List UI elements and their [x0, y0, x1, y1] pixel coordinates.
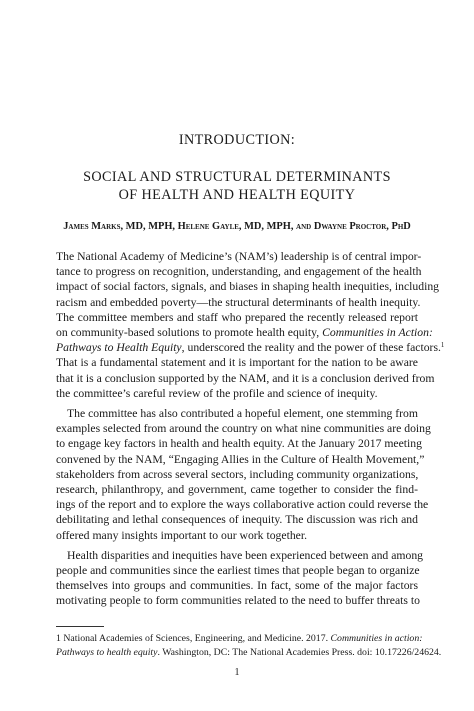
- text-line: convened by the NAM, “Engaging Allies in the Culture of Health Movement,”: [56, 452, 425, 466]
- footnote-divider: [56, 626, 104, 627]
- text-line: tance to progress on recognition, understanding, and engagement of the health: [56, 265, 422, 279]
- text-line: motivating people to form communities related to the need to buffer threats to: [56, 594, 420, 608]
- footnote-marker: 1: [440, 341, 445, 350]
- author-byline: James Marks, MD, MPH, Helene Gayle, MD, MPH, and Dwayne Proctor, PhD: [63, 221, 411, 232]
- text-line: themselves into groups and communities. In fact, some of the major factors: [56, 579, 418, 593]
- text-line: offered many insights important to our work together.: [56, 528, 308, 542]
- text-line: The committee has also contributed a hopeful element, one stemming from: [67, 407, 418, 421]
- text-line: debilitating and lethal consequences of inequity. The discussion was rich and: [56, 513, 418, 527]
- text-line: racism and embedded poverty—the structural determinants of health inequity.: [56, 295, 421, 309]
- text-line: Health disparities and inequities have been experienced between and among: [67, 548, 424, 562]
- text-line: to engage key factors in health and health equity. At the January 2017 meeting: [56, 437, 422, 451]
- text-line: research, philanthropy, and government, came together to consider the find-: [56, 483, 418, 497]
- body-text: [56, 249, 445, 614]
- text-line: The National Academy of Medicine’s (NAM’s) leadership is of central impor-: [56, 250, 422, 263]
- text-line: [56, 340, 445, 355]
- page-number: 1: [234, 667, 240, 678]
- text-line: That is a fundamental statement and it is important for the nation to be aware: [56, 356, 418, 370]
- paragraph: [56, 406, 431, 543]
- text-run: . Washington, DC: The National Academies Press. doi: 10.17226/24624.: [157, 647, 442, 658]
- report-title-italic: Communities in Action:: [322, 326, 433, 340]
- text-run: 1 National Academies of Sciences, Engineering, and Medicine. 2017.: [56, 633, 331, 644]
- text-line: people and communities since the earliest times that people began to organize: [56, 564, 420, 578]
- footnote-italic: Communities in action:: [330, 633, 423, 644]
- text-line: that it is a conclusion supported by the NAM, and it is a conclusion derived from: [56, 371, 435, 385]
- text-line: stakeholders from across several sectors, including community organizations,: [56, 467, 419, 481]
- subtitle-line: SOCIAL AND STRUCTURAL DETERMINANTS: [83, 169, 391, 185]
- chapter-title: INTRODUCTION:: [178, 132, 296, 148]
- chapter-subtitle: [0, 168, 474, 204]
- text-line: The committee members and staff who prepared the recently released report: [56, 310, 418, 324]
- subtitle-line: OF HEALTH AND HEALTH EQUITY: [118, 187, 356, 203]
- footnote-line: [56, 632, 423, 646]
- paragraph: [56, 548, 424, 609]
- text-run: , underscored the reality and the power of these factors.: [181, 341, 441, 355]
- footnote-line: [56, 646, 442, 660]
- footnote-italic: Pathways to health equity: [56, 647, 158, 658]
- paragraph: [56, 249, 445, 401]
- footnote: [56, 632, 442, 660]
- text-run: on community-based solutions to promote health equity,: [56, 326, 323, 340]
- text-line: impact of social factors, signals, and biases in shaping health inequities, including: [56, 280, 440, 294]
- text-line: [56, 325, 433, 340]
- text-line: the committee’s careful review of the profile and science of inequity.: [56, 386, 378, 400]
- text-line: ings of the report and to explore the ways collaborative action could reverse the: [56, 498, 429, 512]
- text-line: examples selected from around the country on what nine communities are doing: [56, 422, 431, 436]
- report-title-italic: Pathways to Health Equity: [56, 341, 182, 355]
